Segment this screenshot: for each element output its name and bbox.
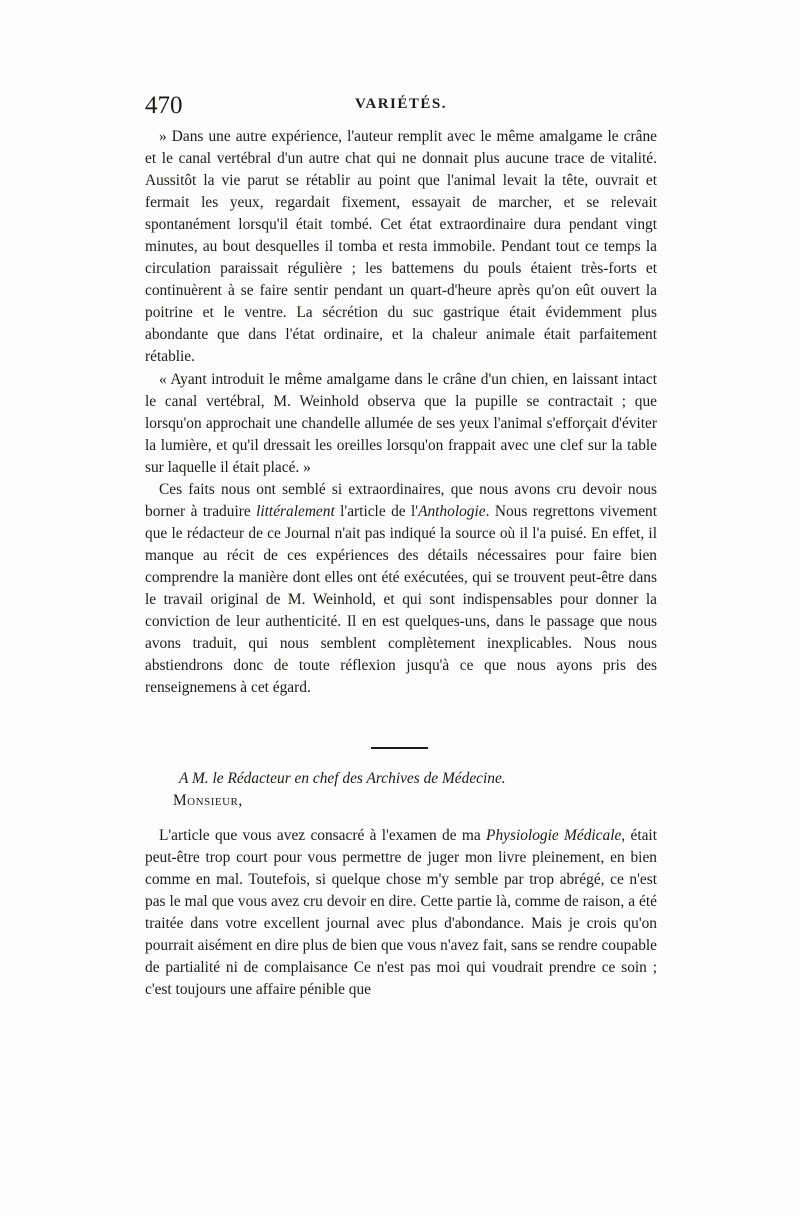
editor-note-text-1: Ces faits nous ont semblé si extraordinaires, que nous avons cru devoir nous borner à traduire bbox=[145, 480, 657, 520]
editor-note-text-3: . Nous regrettons vivement que le rédacteur de ce Journal n'ait pas indiqué la source où il l'a puisé. En effet, il manque au récit de ces expériences des détails nécessaires pour faire bien comprendre la manière dont elles ont été exécutées, qui se trouvent peut-être dans le travail original de M. Weinhold, et qui sont indispensables pour donner la conviction de leur authenticité. Il en est quelques-uns, dans le passage que nous avons traduit, qui nous semblent complètement inexplicables. Nous nous abstiendrons donc de toute réflexion jusqu'à ce que nous ayons pris des renseignemens à cet égard. bbox=[145, 502, 657, 697]
article-continuation bbox=[145, 126, 657, 699]
editor-note-italic-anthologie: Anthologie bbox=[418, 502, 486, 520]
editor-note-italic-litteralement: littéralement bbox=[256, 502, 335, 520]
letter-title: A M. le Rédacteur en chef des Archives de Médecine. bbox=[179, 770, 506, 787]
letter-body-text-1: L'article que vous avez consacré à l'examen de ma bbox=[159, 827, 487, 845]
letter-body-text-2: était peut-être trop court pour vous permettre de juger mon livre pleinement, en bien comme en mal. Toutefois, si quelque chose m'y semble par trop abrégé, ce n'est pas le mal que vous avez cru devoir en dire. Cette partie là, comme de raison, a été traitée dans votre excellent journal avec plus d'abondance. Mais je crois qu'on pourrait aisément en dire plus de bien que vous n'avez fait, sans se rendre coupable de partialité ni de complaisance Ce n'est pas moi qui voudrait prendre ce soin ; c'est toujours une affaire pénible que bbox=[145, 827, 657, 999]
page-header bbox=[145, 92, 657, 122]
section-divider bbox=[371, 747, 428, 749]
editor-note-text-2: l'article de l' bbox=[334, 502, 419, 520]
running-head: VARIÉTÉS. bbox=[354, 96, 447, 112]
letter-body bbox=[145, 825, 657, 1001]
page-number: 470 bbox=[145, 92, 183, 119]
paragraph-experiment-dog: « Ayant introduit le même amalgame dans le crâne d'un chien, en laissant intact le canal vertébral, M. Weinhold observa que la pupille se contractait ; que lorsqu'on approchait une chandelle allumée de ses yeux l'animal s'efforçait d'éviter la lumière, et qu'il dressait les oreilles lorsqu'on frappait avec une clef sur la table sur laquelle il était placé. » bbox=[145, 370, 657, 476]
letter-section bbox=[145, 768, 657, 1001]
paragraph-experiment-cat: » Dans une autre expérience, l'auteur remplit avec le même amalgame le crâne et le canal vertébral d'un autre chat qui ne donnait plus aucune trace de vitalité. Aussitôt la vie parut se rétablir au point que l'animal levait la tête, ouvrait et fermait les yeux, regardait fixement, essayait de marcher, et se relevait spontanément lorsqu'il était tombé. Cet état extraordinaire dura pendant vingt minutes, au bout desquelles il tomba et resta immobile. Pendant tout ce temps la circulation paraissait régulière ; les battemens du pouls étaient très-forts et continuèrent à se faire sentir pendant un quart-d'heure après qu'on eût ouvert la poitrine et le ventre. La sécrétion du suc gastrique était évidemment plus abondante que dans l'état ordinaire, et la chaleur animale était parfaitement rétablie. bbox=[145, 128, 657, 366]
paragraph-editor-note bbox=[145, 479, 657, 699]
letter-body-italic-title: Physiologie Médicale, bbox=[486, 827, 626, 845]
letter-salutation: Monsieur, bbox=[173, 792, 243, 810]
